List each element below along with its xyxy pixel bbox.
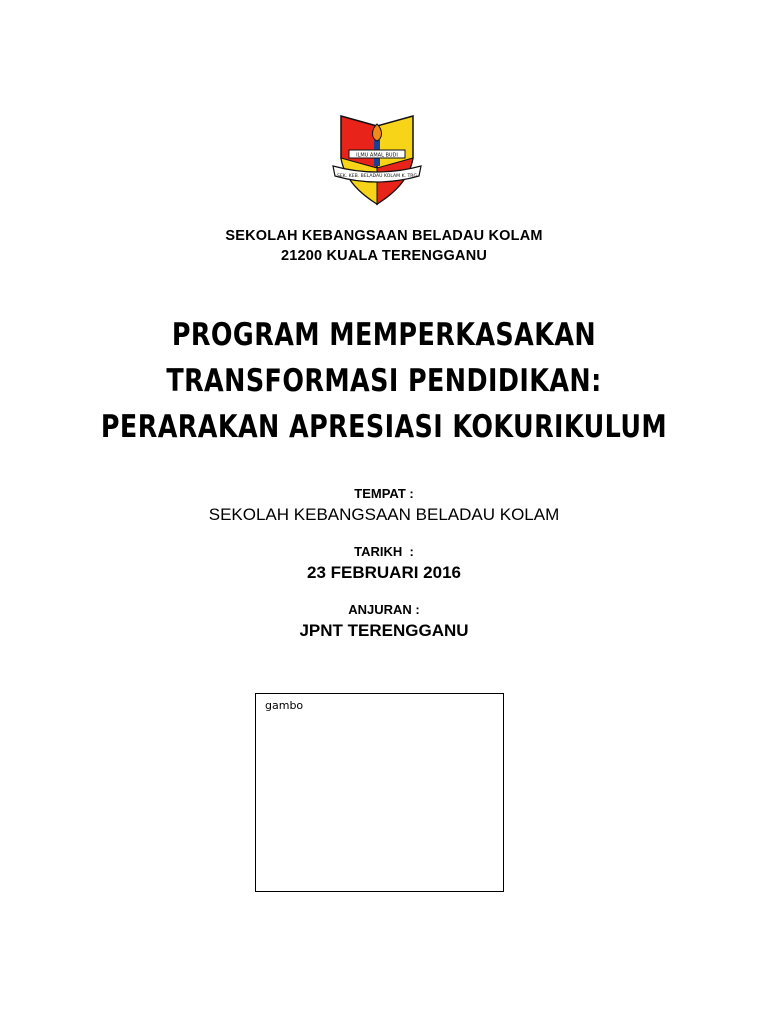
organizer-value: JPNT TERENGGANU (299, 621, 469, 640)
venue-value: SEKOLAH KEBANGSAAN BELADAU KOLAM (208, 505, 560, 524)
title-line-3: PERARAKAN APRESIASI KOKURIKULUM (100, 409, 668, 445)
school-address: 21200 KUALA TERENGGANU (280, 248, 488, 264)
title-line-1: PROGRAM MEMPERKASAKAN (171, 317, 597, 353)
crest-school-text: SEK. KEB. BELADAU KOLAM K. TRG (336, 174, 418, 179)
date-label: TARIKH : (354, 544, 414, 559)
venue-label: TEMPAT : (354, 486, 414, 501)
photo-placeholder-label: gambo (265, 699, 304, 712)
school-header (0, 226, 768, 266)
crest-motto-text: ILMU AMAL BUDI (356, 152, 398, 159)
title-line-2: TRANSFORMASI PENDIDIKAN: (166, 363, 602, 399)
school-crest-logo (331, 110, 423, 208)
program-title (69, 312, 699, 450)
photo-placeholder-box (255, 693, 504, 892)
date-value: 23 FEBRUARI 2016 (306, 563, 461, 582)
school-name: SEKOLAH KEBANGSAAN BELADAU KOLAM (225, 228, 543, 244)
organizer-label: ANJURAN : (348, 602, 420, 617)
